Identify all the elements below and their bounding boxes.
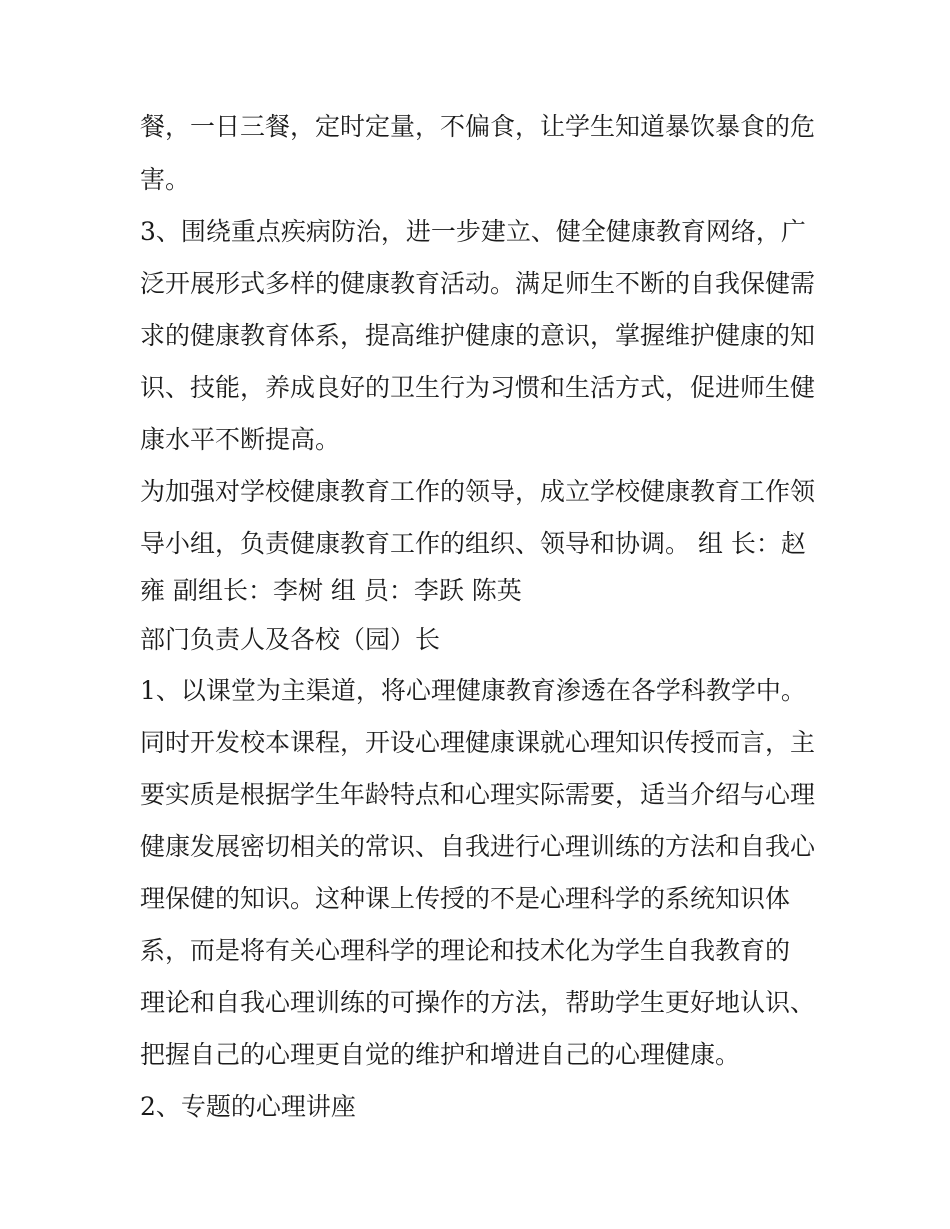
text-line: 害。 [140, 165, 191, 194]
text-line: 识、技能，养成良好的卫生行为习惯和生活方式，促进师生健 [140, 373, 816, 402]
text-line: 泛开展形式多样的健康教育活动。满足师生不断的自我保健需 [140, 269, 816, 298]
text-line: 为加强对学校健康教育工作的领导，成立学校健康教育工作领 [140, 477, 816, 506]
text-line: 导小组，负责健康教育工作的组织、领导和协调。 组 长：赵 [140, 529, 806, 558]
text-line: 康水平不断提高。 [140, 425, 341, 454]
text-line: 部门负责人及各校（园）长 [140, 625, 441, 654]
text-line: 系，而是将有关心理科学的理论和技术化为学生自我教育的 [140, 936, 791, 965]
text-line: 理保健的知识。这种课上传授的不是心理科学的系统知识体 [140, 884, 791, 913]
text-line: 要实质是根据学生年龄特点和心理实际需要，适当介绍与心理 [140, 780, 816, 809]
text-line: 同时开发校本课程，开设心理健康课就心理知识传授而言，主 [140, 728, 816, 757]
text-line: 1、以课堂为主渠道，将心理健康教育渗透在各学科教学中。 [140, 676, 806, 705]
text-line: 健康发展密切相关的常识、自我进行心理训练的方法和自我心 [140, 832, 816, 861]
text-line: 求的健康教育体系，提高维护健康的意识，掌握维护健康的知 [140, 321, 816, 350]
text-line: 把握自己的心理更自觉的维护和增进自己的心理健康。 [140, 1040, 741, 1069]
text-line: 餐，一日三餐，定时定量，不偏食，让学生知道暴饮暴食的危 [140, 112, 816, 141]
text-line: 2、专题的心理讲座 [140, 1092, 356, 1121]
text-line: 雍 副组长：李树 组 员：李跃 陈英 [140, 576, 522, 605]
text-line: 3、围绕重点疾病防治，进一步建立、健全健康教育网络，广 [140, 217, 806, 246]
text-line: 理论和自我心理训练的可操作的方法，帮助学生更好地认识、 [140, 988, 816, 1017]
